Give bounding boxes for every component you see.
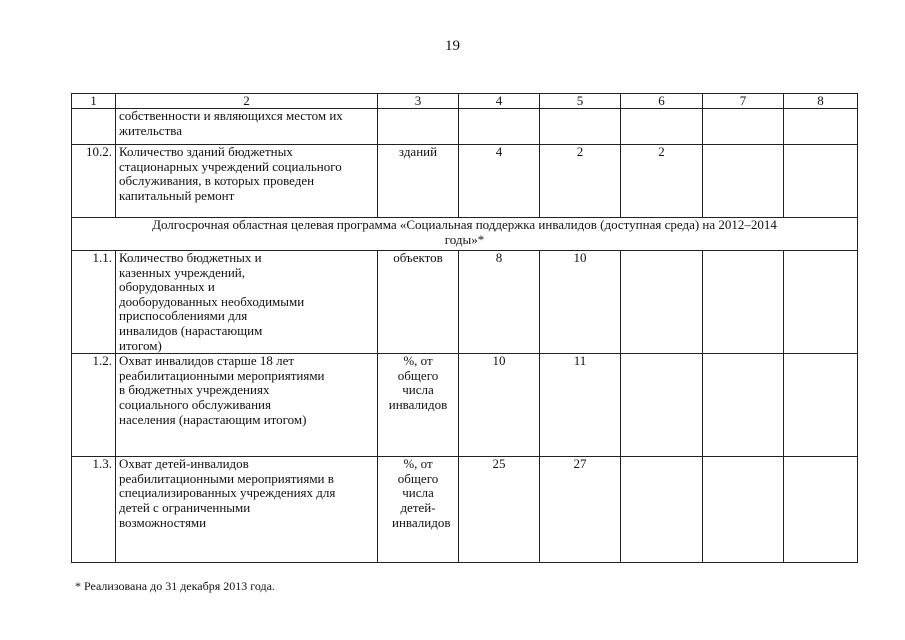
value-cell — [703, 145, 784, 218]
section-row — [72, 218, 858, 251]
header-cell: 5 — [540, 94, 621, 109]
indicator-name-cell: Количество зданий бюджетных стационарных учреждений социального обслуживания, в которых проведен капитальный ремонт — [116, 145, 378, 218]
unit-cell: объектов — [378, 251, 459, 354]
value-cell — [703, 109, 784, 145]
indicators-table — [71, 93, 858, 563]
unit-cell — [378, 109, 459, 145]
indicator-name-cell: Охват инвалидов старше 18 лет реабилитационными мероприятиями в бюджетных учреждениях социального обслуживания населения (нарастающим итогом) — [116, 354, 378, 457]
table-row — [72, 457, 858, 563]
value-cell — [784, 109, 858, 145]
value-cell — [459, 109, 540, 145]
row-number-cell: 1.2. — [72, 354, 116, 457]
row-number-cell: 1.1. — [72, 251, 116, 354]
header-cell: 6 — [621, 94, 703, 109]
value-cell — [703, 251, 784, 354]
value-cell — [784, 251, 858, 354]
table-row — [72, 109, 858, 145]
value-cell — [621, 251, 703, 354]
value-cell: 2 — [621, 145, 703, 218]
value-cell — [540, 109, 621, 145]
indicator-name-cell: Количество бюджетных и казенных учреждений, оборудованных и дооборудованных необходимыми приспособлениями для инвалидов (нарастающим итогом) — [116, 251, 378, 354]
table-row — [72, 354, 858, 457]
value-cell: 25 — [459, 457, 540, 563]
unit-cell: зданий — [378, 145, 459, 218]
row-number-cell: 10.2. — [72, 145, 116, 218]
value-cell: 11 — [540, 354, 621, 457]
indicator-name-cell: Охват детей-инвалидов реабилитационными мероприятиями в специализированных учреждениях для детей с ограниченными возможностями — [116, 457, 378, 563]
value-cell — [621, 354, 703, 457]
table-row — [72, 251, 858, 354]
value-cell — [784, 354, 858, 457]
value-cell — [621, 109, 703, 145]
row-number-cell — [72, 109, 116, 145]
program-title-cell: Долгосрочная областная целевая программа «Социальная поддержка инвалидов (доступная среда) на 2012–2014 годы»* — [72, 218, 858, 251]
value-cell — [784, 457, 858, 563]
table-row — [72, 145, 858, 218]
value-cell: 27 — [540, 457, 621, 563]
header-cell: 8 — [784, 94, 858, 109]
value-cell: 10 — [459, 354, 540, 457]
page-number: 19 — [445, 38, 460, 54]
value-cell: 10 — [540, 251, 621, 354]
table-header-row — [72, 94, 858, 109]
value-cell — [784, 145, 858, 218]
value-cell: 4 — [459, 145, 540, 218]
value-cell — [703, 457, 784, 563]
row-number-cell: 1.3. — [72, 457, 116, 563]
header-cell: 1 — [72, 94, 116, 109]
value-cell — [703, 354, 784, 457]
value-cell: 2 — [540, 145, 621, 218]
footnote: * Реализована до 31 декабря 2013 года. — [75, 579, 275, 593]
header-cell: 3 — [378, 94, 459, 109]
unit-cell: %, от общего числа инвалидов — [378, 354, 459, 457]
value-cell: 8 — [459, 251, 540, 354]
value-cell — [621, 457, 703, 563]
header-cell: 7 — [703, 94, 784, 109]
indicator-name-cell: собственности и являющихся местом их жительства — [116, 109, 378, 145]
header-cell: 4 — [459, 94, 540, 109]
unit-cell: %, от общего числа детей-инвалидов — [378, 457, 459, 563]
header-cell: 2 — [116, 94, 378, 109]
